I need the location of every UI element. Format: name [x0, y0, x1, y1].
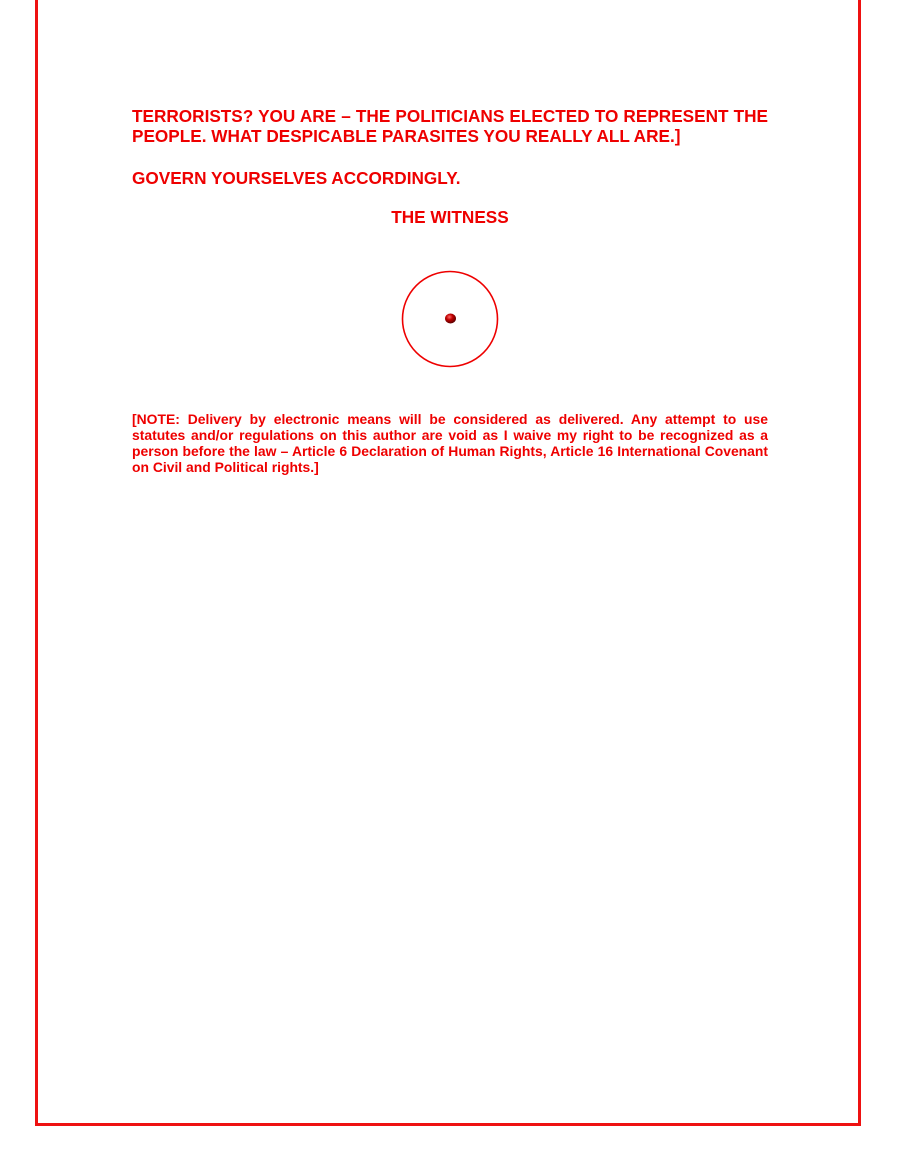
seal-dot	[445, 314, 456, 324]
delivery-note: [NOTE: Delivery by electronic means will be considered as delivered. Any attempt to use statutes and/or regulations on this author are void as I waive my right to be recognized as a person before the law – Article 6 Declaration of Human Rights, Article 16 International Covenant on Civil and Political rights.]	[132, 411, 768, 475]
paragraph-govern: GOVERN YOURSELVES ACCORDINGLY.	[132, 168, 461, 188]
signature-name: THE WITNESS	[391, 207, 509, 227]
paragraph-terrorists: TERRORISTS? YOU ARE – THE POLITICIANS ELECTED TO REPRESENT THE PEOPLE. WHAT DESPICABLE PARASITES YOU REALLY ALL ARE.]	[132, 106, 768, 146]
thumbprint-seal-icon	[401, 270, 499, 368]
